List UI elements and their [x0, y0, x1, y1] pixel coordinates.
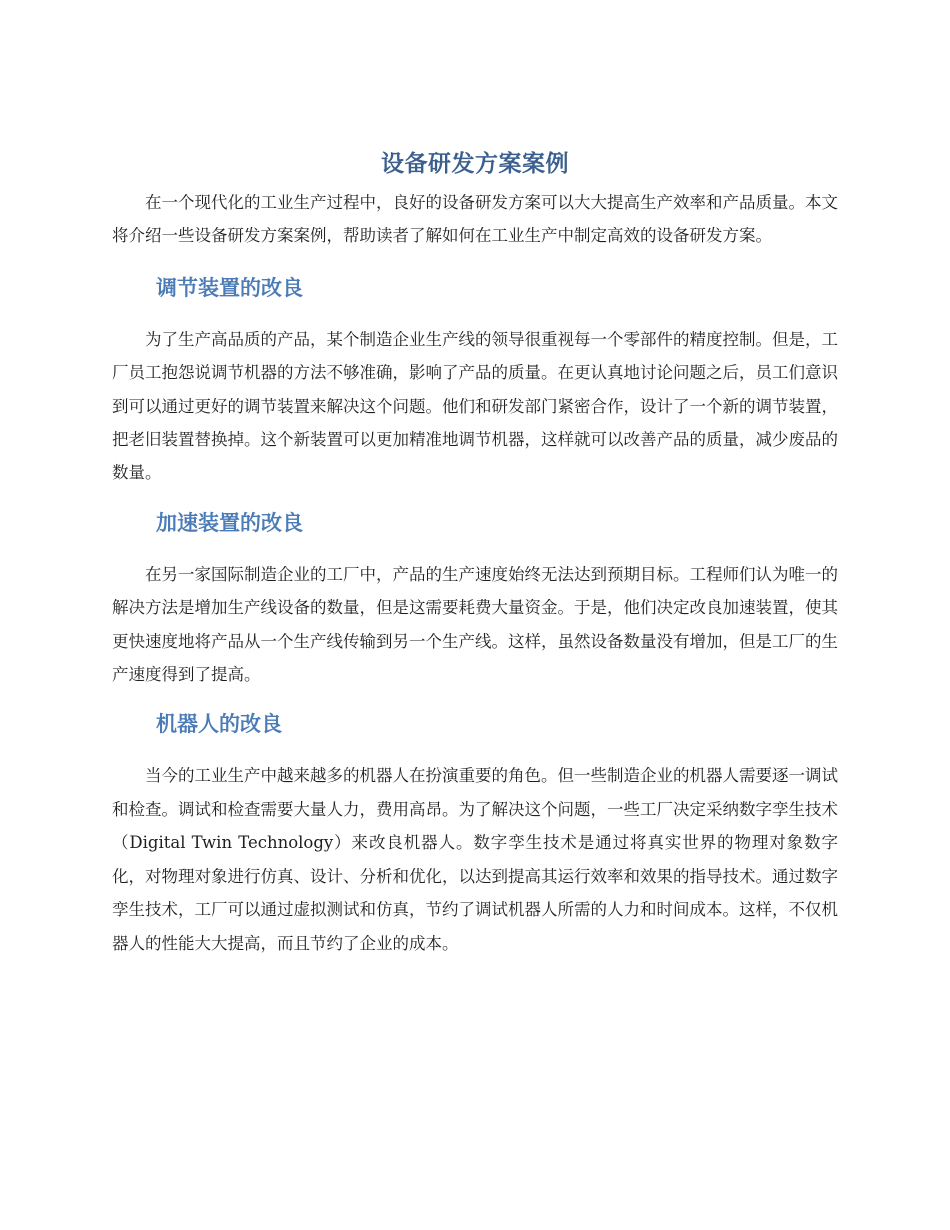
section-body-adjustment-device: 为了生产高品质的产品，某个制造企业生产线的领导很重视每一个零部件的精度控制。但是，工厂员工抱怨说调节机器的方法不够准确，影响了产品的质量。在更认真地讨论问题之后，员工们意识到可以通过更好的调节装置来解决这个问题。他们和研发部门紧密合作，设计了一个新的调节装置，把老旧装置替换掉。这个新装置可以更加精准地调节机器，这样就可以改善产品的质量，减少废品的数量。	[112, 329, 838, 483]
section-heading-adjustment-device: 调节装置的改良	[156, 275, 303, 300]
intro-paragraph: 在一个现代化的工业生产过程中，良好的设备研发方案可以大大提高生产效率和产品质量。本文将介绍一些设备研发方案案例，帮助读者了解如何在工业生产中制定高效的设备研发方案。	[112, 193, 838, 246]
page-title: 设备研发方案案例	[381, 151, 569, 177]
section-body-acceleration-device: 在另一家国际制造企业的工厂中，产品的生产速度始终无法达到预期目标。工程师们认为唯一的解决方法是增加生产线设备的数量，但是这需要耗费大量资金。于是，他们决定改良加速装置，使其更快速度地将产品从一个生产线传输到另一个生产线。这样，虽然设备数量没有增加，但是工厂的生产速度得到了提高。	[112, 564, 838, 685]
section-body-robot: 当今的工业生产中越来越多的机器人在扮演重要的角色。但一些制造企业的机器人需要逐一调试和检查。调试和检查需要大量人力，费用高昂。为了解决这个问题，一些工厂决定采纳数字孪生技术（Digital Twin Technology）来改良机器人。数字孪生技术是通过将真实世界的物理对象数字化，对物理对象进行仿真、设计、分析和优化，以达到提高其运行效率和效果的指导技术。通过数字孪生技术，工厂可以通过虚拟测试和仿真，节约了调试机器人所需的人力和时间成本。这样，不仅机器人的性能大大提高，而且节约了企业的成本。	[112, 766, 838, 953]
document-content	[112, 146, 838, 960]
section-heading-acceleration-device: 加速装置的改良	[156, 510, 303, 535]
section-heading-robot: 机器人的改良	[156, 712, 282, 737]
